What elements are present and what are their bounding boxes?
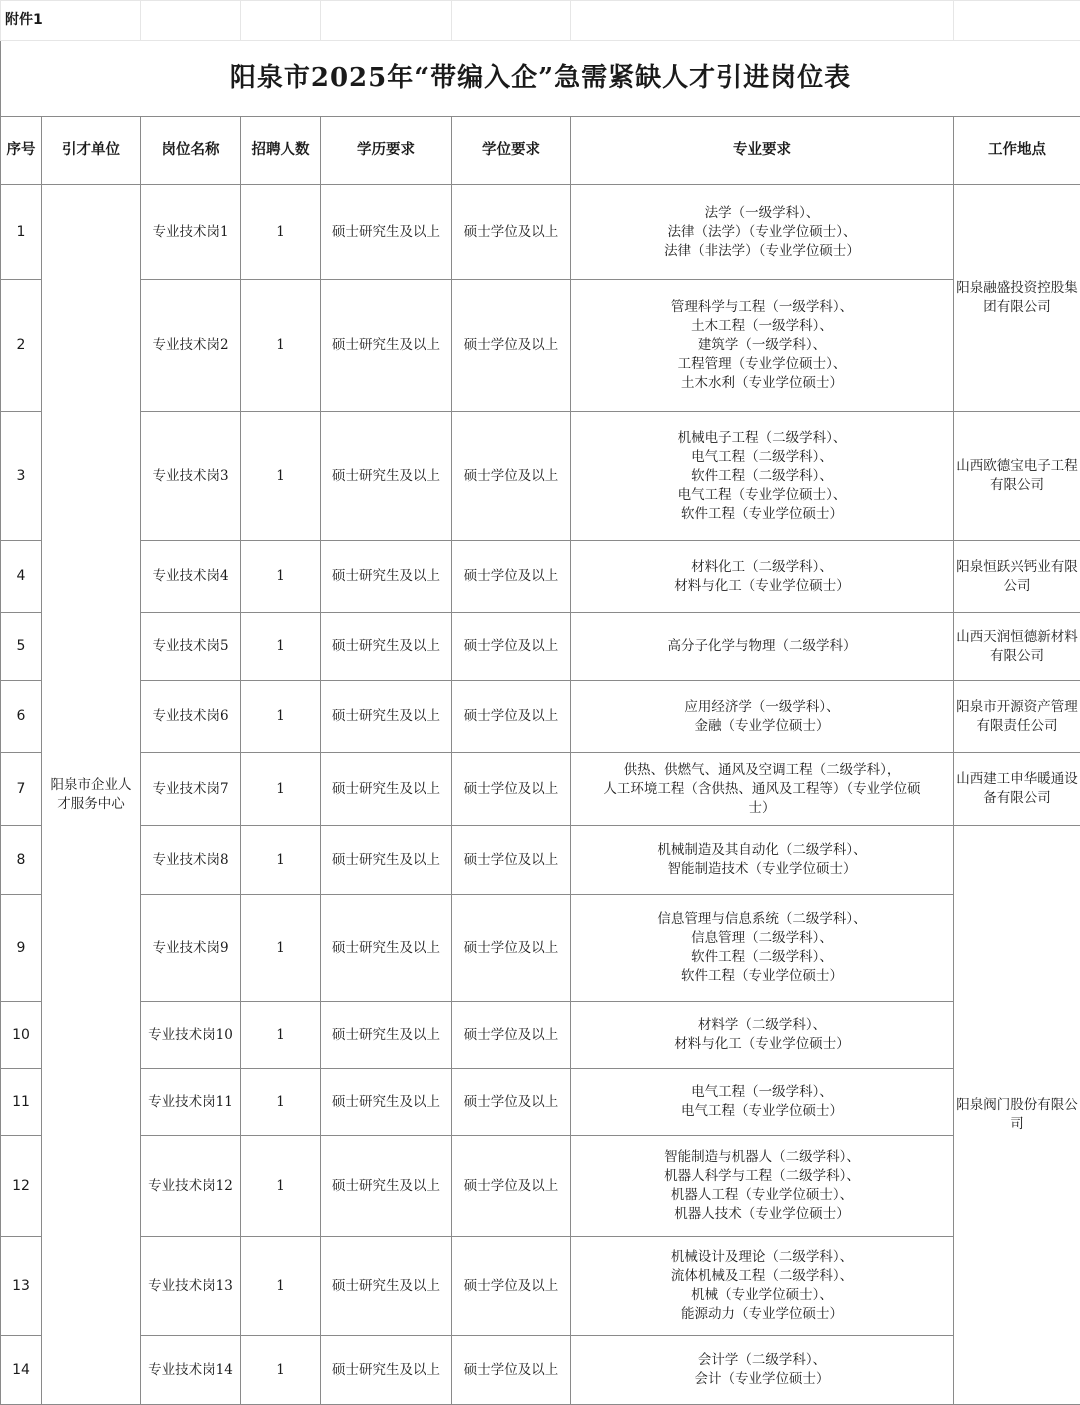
row-major — [571, 541, 954, 613]
major-line: 机械设计及理论（二级学科）、 — [573, 1248, 951, 1267]
table-row — [1, 1237, 1080, 1336]
row-degree: 硕士学位及以上 — [452, 1002, 571, 1069]
row-major — [571, 613, 954, 681]
major-line: 材料学（二级学科）、 — [573, 1016, 951, 1035]
major-line: 土木工程（一级学科）、 — [573, 317, 951, 336]
row-location: 山西欧德宝电子工程有限公司 — [954, 412, 1080, 541]
row-index: 14 — [1, 1336, 42, 1405]
row-count: 1 — [241, 681, 321, 753]
major-line: 管理科学与工程（一级学科）、 — [573, 298, 951, 317]
row-major — [571, 185, 954, 280]
major-line: 信息管理（二级学科）、 — [573, 929, 951, 948]
row-position: 专业技术岗9 — [141, 895, 241, 1002]
row-major — [571, 1136, 954, 1237]
row-education: 硕士研究生及以上 — [321, 185, 452, 280]
row-count: 1 — [241, 1002, 321, 1069]
table-row — [1, 826, 1080, 895]
row-count: 1 — [241, 1237, 321, 1336]
row-index: 12 — [1, 1136, 42, 1237]
row-major — [571, 753, 954, 826]
major-line: 应用经济学（一级学科）、 — [573, 698, 951, 717]
major-line: 高分子化学与物理（二级学科） — [573, 637, 951, 656]
row-degree: 硕士学位及以上 — [452, 681, 571, 753]
row-position: 专业技术岗13 — [141, 1237, 241, 1336]
row-index: 4 — [1, 541, 42, 613]
major-line: 机械（专业学位硕士）、 — [573, 1286, 951, 1305]
row-degree: 硕士学位及以上 — [452, 753, 571, 826]
major-line: 机器人科学与工程（二级学科）、 — [573, 1167, 951, 1186]
row-major — [571, 1069, 954, 1136]
row-count: 1 — [241, 1069, 321, 1136]
row-degree: 硕士学位及以上 — [452, 1237, 571, 1336]
row-count: 1 — [241, 826, 321, 895]
row-major — [571, 826, 954, 895]
row-education: 硕士研究生及以上 — [321, 753, 452, 826]
row-index: 10 — [1, 1002, 42, 1069]
row-education: 硕士研究生及以上 — [321, 1136, 452, 1237]
row-education: 硕士研究生及以上 — [321, 280, 452, 412]
row-education: 硕士研究生及以上 — [321, 826, 452, 895]
row-education: 硕士研究生及以上 — [321, 613, 452, 681]
row-education: 硕士研究生及以上 — [321, 895, 452, 1002]
row-education: 硕士研究生及以上 — [321, 541, 452, 613]
row-position: 专业技术岗5 — [141, 613, 241, 681]
table-row — [1, 1336, 1080, 1405]
major-line: 智能制造与机器人（二级学科）、 — [573, 1148, 951, 1167]
header-location: 工作地点 — [954, 117, 1080, 185]
row-count: 1 — [241, 541, 321, 613]
row-position: 专业技术岗2 — [141, 280, 241, 412]
row-position: 专业技术岗14 — [141, 1336, 241, 1405]
row-degree: 硕士学位及以上 — [452, 412, 571, 541]
row-education: 硕士研究生及以上 — [321, 412, 452, 541]
row-degree: 硕士学位及以上 — [452, 895, 571, 1002]
major-line: 法律（非法学）（专业学位硕士） — [573, 242, 951, 261]
row-position: 专业技术岗7 — [141, 753, 241, 826]
header-index: 序号 — [1, 117, 42, 185]
page-title: 阳泉市2025年“带编入企”急需紧缺人才引进岗位表 — [1, 41, 1080, 117]
major-line: 电气工程（二级学科）、 — [573, 448, 951, 467]
major-line: 机器人技术（专业学位硕士） — [573, 1205, 951, 1224]
row-index: 8 — [1, 826, 42, 895]
major-line: 流体机械及工程（二级学科）、 — [573, 1267, 951, 1286]
row-count: 1 — [241, 753, 321, 826]
major-line: 智能制造技术（专业学位硕士） — [573, 860, 951, 879]
header-education: 学历要求 — [321, 117, 452, 185]
row-position: 专业技术岗1 — [141, 185, 241, 280]
row-index: 9 — [1, 895, 42, 1002]
header-row — [1, 117, 1080, 185]
table-row — [1, 541, 1080, 613]
major-line: 材料与化工（专业学位硕士） — [573, 1035, 951, 1054]
row-count: 1 — [241, 185, 321, 280]
row-position: 专业技术岗12 — [141, 1136, 241, 1237]
major-line: 软件工程（二级学科）、 — [573, 467, 951, 486]
major-line: 电气工程（一级学科）、 — [573, 1083, 951, 1102]
major-line: 软件工程（二级学科）、 — [573, 948, 951, 967]
row-education: 硕士研究生及以上 — [321, 1069, 452, 1136]
table-row — [1, 280, 1080, 412]
row-count: 1 — [241, 412, 321, 541]
major-line: 人工环境工程（含供热、通风及工程等）（专业学位硕 — [573, 780, 951, 799]
row-location: 阳泉融盛投资控股集团有限公司 — [954, 185, 1080, 412]
major-line: 能源动力（专业学位硕士） — [573, 1305, 951, 1324]
major-line: 电气工程（专业学位硕士）、 — [573, 486, 951, 505]
row-index: 11 — [1, 1069, 42, 1136]
row-education: 硕士研究生及以上 — [321, 681, 452, 753]
row-position: 专业技术岗11 — [141, 1069, 241, 1136]
row-education: 硕士研究生及以上 — [321, 1002, 452, 1069]
major-line: 材料化工（二级学科）、 — [573, 558, 951, 577]
table-row — [1, 412, 1080, 541]
major-line: 工程管理（专业学位硕士）、 — [573, 355, 951, 374]
row-education: 硕士研究生及以上 — [321, 1237, 452, 1336]
major-line: 法律（法学）（专业学位硕士）、 — [573, 223, 951, 242]
unit-name: 阳泉市企业人才服务中心 — [42, 185, 141, 1405]
row-index: 13 — [1, 1237, 42, 1336]
row-index: 6 — [1, 681, 42, 753]
row-location: 阳泉阀门股份有限公司 — [954, 826, 1080, 1405]
row-degree: 硕士学位及以上 — [452, 185, 571, 280]
header-major: 专业要求 — [571, 117, 954, 185]
header-unit: 引才单位 — [42, 117, 141, 185]
row-degree: 硕士学位及以上 — [452, 1136, 571, 1237]
table-row — [1, 1069, 1080, 1136]
table-row — [1, 681, 1080, 753]
table-row — [1, 753, 1080, 826]
row-location: 阳泉恒跃兴钙业有限公司 — [954, 541, 1080, 613]
annex-label: 附件1 — [1, 1, 141, 41]
table-row — [1, 1136, 1080, 1237]
row-index: 5 — [1, 613, 42, 681]
major-line: 软件工程（专业学位硕士） — [573, 967, 951, 986]
table-row — [1, 1002, 1080, 1069]
row-position: 专业技术岗6 — [141, 681, 241, 753]
row-location: 山西建工申华暖通设备有限公司 — [954, 753, 1080, 826]
major-line: 士） — [573, 799, 951, 818]
row-major — [571, 895, 954, 1002]
row-education: 硕士研究生及以上 — [321, 1336, 452, 1405]
row-degree: 硕士学位及以上 — [452, 1069, 571, 1136]
row-index: 7 — [1, 753, 42, 826]
row-count: 1 — [241, 280, 321, 412]
row-degree: 硕士学位及以上 — [452, 613, 571, 681]
row-count: 1 — [241, 1136, 321, 1237]
header-degree: 学位要求 — [452, 117, 571, 185]
major-line: 软件工程（专业学位硕士） — [573, 505, 951, 524]
row-index: 2 — [1, 280, 42, 412]
row-major — [571, 280, 954, 412]
row-index: 3 — [1, 412, 42, 541]
row-position: 专业技术岗3 — [141, 412, 241, 541]
row-location: 山西天润恒德新材料有限公司 — [954, 613, 1080, 681]
major-line: 土木水利（专业学位硕士） — [573, 374, 951, 393]
major-line: 机械电子工程（二级学科）、 — [573, 429, 951, 448]
row-position: 专业技术岗8 — [141, 826, 241, 895]
row-major — [571, 1336, 954, 1405]
row-count: 1 — [241, 895, 321, 1002]
row-degree: 硕士学位及以上 — [452, 1336, 571, 1405]
major-line: 电气工程（专业学位硕士） — [573, 1102, 951, 1121]
header-count: 招聘人数 — [241, 117, 321, 185]
major-line: 会计（专业学位硕士） — [573, 1370, 951, 1389]
major-line: 建筑学（一级学科）、 — [573, 336, 951, 355]
row-degree: 硕士学位及以上 — [452, 280, 571, 412]
table-row — [1, 185, 1080, 280]
row-major — [571, 1237, 954, 1336]
row-count: 1 — [241, 1336, 321, 1405]
table-row — [1, 895, 1080, 1002]
table-row — [1, 613, 1080, 681]
row-position: 专业技术岗4 — [141, 541, 241, 613]
major-line: 金融（专业学位硕士） — [573, 717, 951, 736]
row-major — [571, 412, 954, 541]
row-count: 1 — [241, 613, 321, 681]
major-line: 法学（一级学科）、 — [573, 204, 951, 223]
row-location: 阳泉市开源资产管理有限责任公司 — [954, 681, 1080, 753]
row-index: 1 — [1, 185, 42, 280]
header-position: 岗位名称 — [141, 117, 241, 185]
major-line: 机械制造及其自动化（二级学科）、 — [573, 841, 951, 860]
row-position: 专业技术岗10 — [141, 1002, 241, 1069]
major-line: 会计学（二级学科）、 — [573, 1351, 951, 1370]
row-major — [571, 1002, 954, 1069]
row-degree: 硕士学位及以上 — [452, 826, 571, 895]
row-major — [571, 681, 954, 753]
major-line: 信息管理与信息系统（二级学科）、 — [573, 910, 951, 929]
major-line: 材料与化工（专业学位硕士） — [573, 577, 951, 596]
major-line: 机器人工程（专业学位硕士）、 — [573, 1186, 951, 1205]
row-degree: 硕士学位及以上 — [452, 541, 571, 613]
major-line: 供热、供燃气、通风及空调工程（二级学科）， — [573, 761, 951, 780]
